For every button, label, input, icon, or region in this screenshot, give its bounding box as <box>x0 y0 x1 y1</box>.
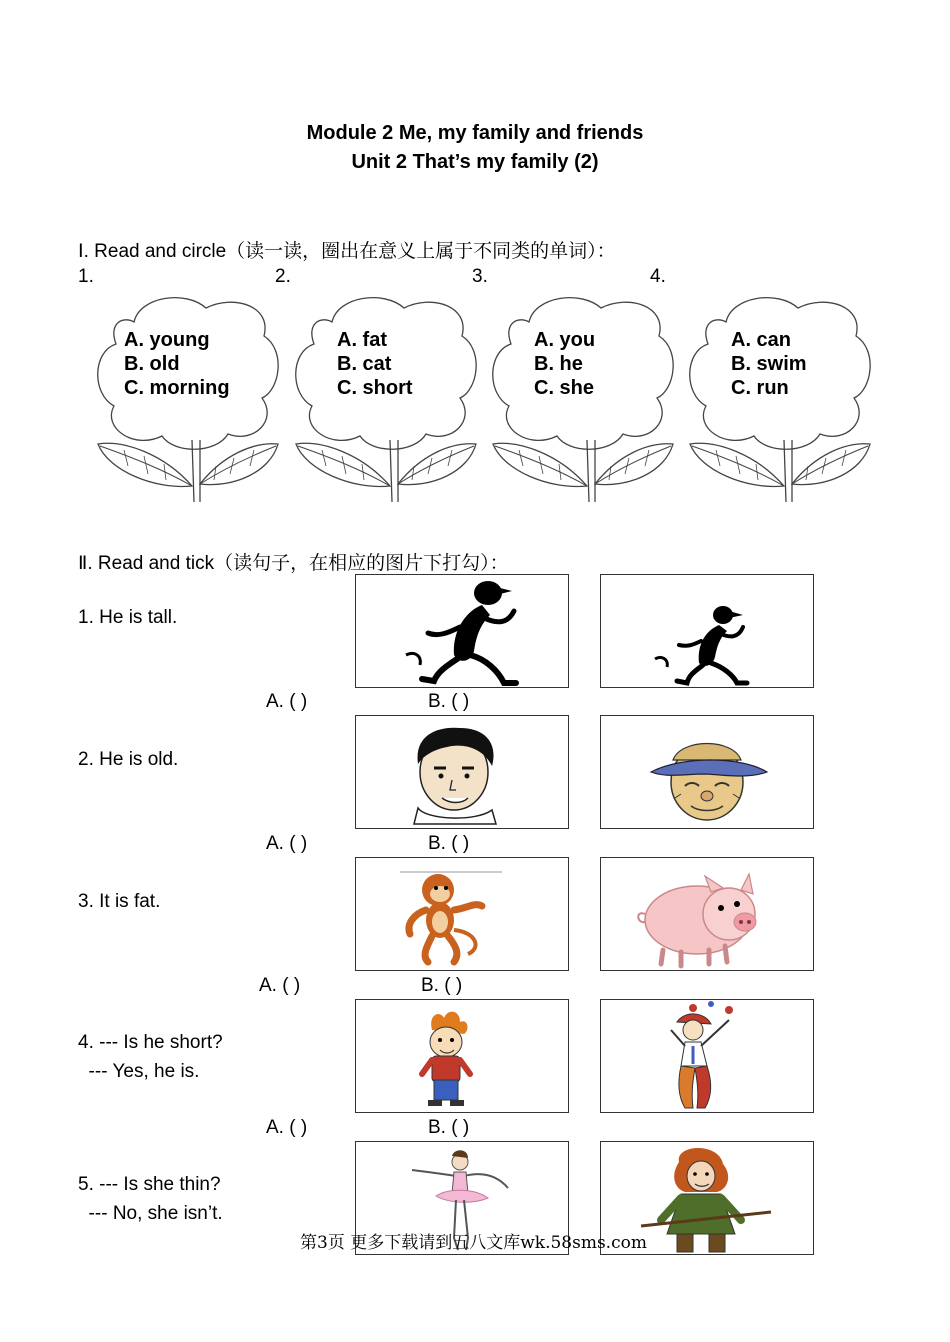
unit-title: Unit 2 That’s my family (2) <box>351 151 599 173</box>
answer-1a[interactable]: A. ( ) <box>266 691 308 712</box>
question-2 <box>78 745 178 774</box>
picture-4a[interactable] <box>355 999 569 1113</box>
question-3 <box>78 887 160 916</box>
picture-3b[interactable] <box>600 857 814 971</box>
tall-runner-icon <box>356 575 568 687</box>
option-1c[interactable]: C. morning <box>124 377 230 399</box>
group-number-4: 4. <box>650 266 666 287</box>
section1-heading: Ⅰ. Read and circle（读一读，圈出在意义上属于不同类的单词）： <box>78 241 616 262</box>
picture-2a[interactable] <box>355 715 569 829</box>
young-man-face-icon <box>356 716 568 828</box>
picture-1a[interactable] <box>355 574 569 688</box>
option-1b[interactable]: B. old <box>124 353 180 375</box>
option-3a[interactable]: A. you <box>534 329 596 351</box>
flower-3 <box>489 294 679 504</box>
option-1a[interactable]: A. young <box>124 329 210 351</box>
question-line: --- No, she isn’t. <box>78 1203 223 1224</box>
option-2b[interactable]: B. cat <box>337 353 392 375</box>
monkey-icon <box>356 858 568 970</box>
option-3c[interactable]: C. she <box>534 377 595 399</box>
picture-2b[interactable] <box>600 715 814 829</box>
answer-3b[interactable]: B. ( ) <box>421 975 463 996</box>
option-4c[interactable]: C. run <box>731 377 789 399</box>
option-2c[interactable]: C. short <box>337 377 413 399</box>
picture-3a[interactable] <box>355 857 569 971</box>
answer-2a[interactable]: A. ( ) <box>266 833 308 854</box>
pig-icon <box>601 858 813 970</box>
group-number-2: 2. <box>275 266 291 287</box>
answer-2b[interactable]: B. ( ) <box>428 833 470 854</box>
question-4 <box>78 1028 223 1086</box>
question-line: 1. He is tall. <box>78 607 178 628</box>
module-title: Module 2 Me, my family and friends <box>306 122 644 144</box>
answer-4a[interactable]: A. ( ) <box>266 1117 308 1138</box>
option-4a[interactable]: A. can <box>731 329 792 351</box>
question-5 <box>78 1170 223 1228</box>
answer-1b[interactable]: B. ( ) <box>428 691 470 712</box>
section2-heading: Ⅱ. Read and tick（读句子，在相应的图片下打勾）： <box>78 553 509 574</box>
answer-3a[interactable]: A. ( ) <box>259 975 301 996</box>
option-3b[interactable]: B. he <box>534 353 583 375</box>
question-line: 5. --- Is she thin? <box>78 1174 221 1195</box>
short-boy-icon <box>356 1000 568 1112</box>
footer-text: 第3页 更多下载请到五八文库wk.58sms.com <box>300 1233 647 1253</box>
group-number-3: 3. <box>472 266 488 287</box>
question-line: --- Yes, he is. <box>78 1061 200 1082</box>
answer-4b[interactable]: B. ( ) <box>428 1117 470 1138</box>
picture-1b[interactable] <box>600 574 814 688</box>
flower-1 <box>94 294 284 504</box>
flower-2 <box>292 294 482 504</box>
question-line: 3. It is fat. <box>78 891 161 912</box>
tall-clown-icon <box>601 1000 813 1112</box>
short-runner-icon <box>601 575 813 687</box>
question-line: 2. He is old. <box>78 749 179 770</box>
old-man-face-icon <box>601 716 813 828</box>
question-line: 4. --- Is he short? <box>78 1032 223 1053</box>
picture-4b[interactable] <box>600 999 814 1113</box>
question-1 <box>78 603 177 632</box>
option-4b[interactable]: B. swim <box>731 353 807 375</box>
option-2a[interactable]: A. fat <box>337 329 387 351</box>
group-number-1: 1. <box>78 266 94 287</box>
flower-4 <box>686 294 876 504</box>
